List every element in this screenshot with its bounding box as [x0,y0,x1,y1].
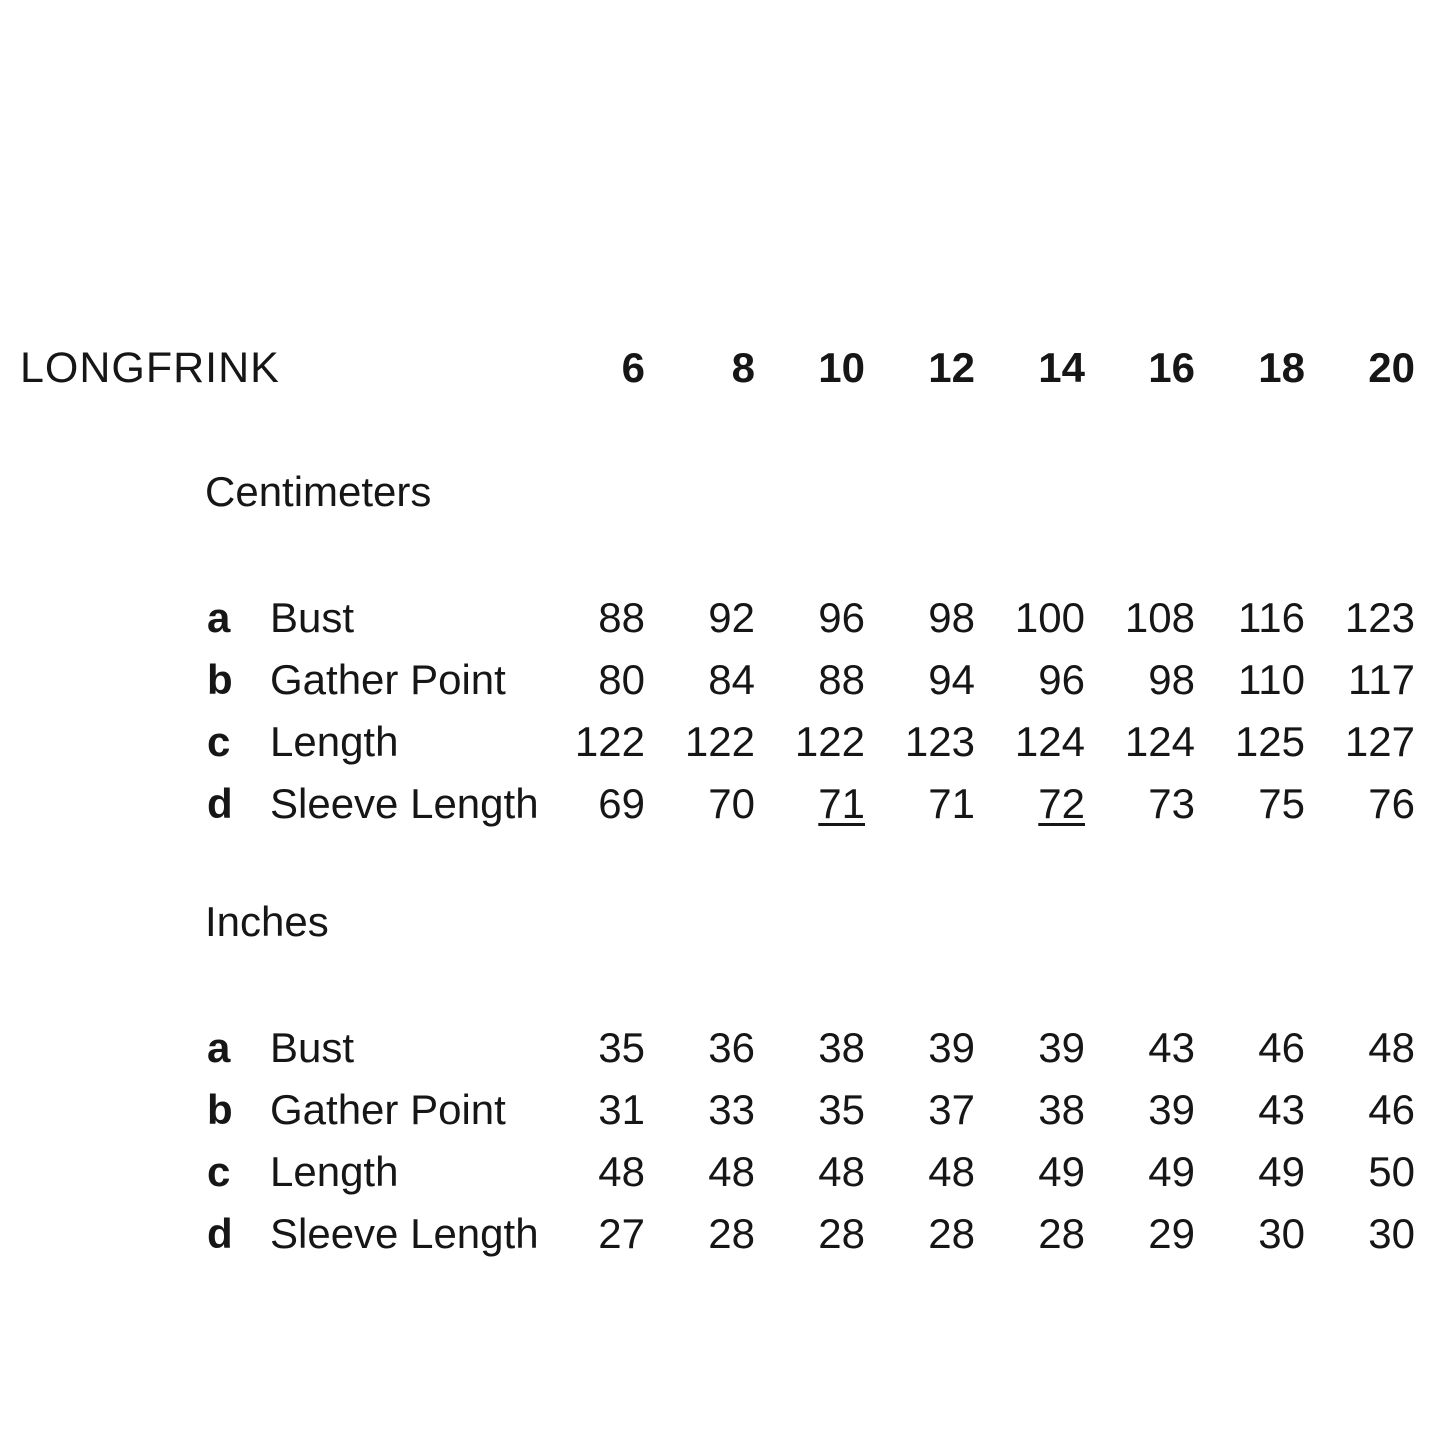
measurement-value: 122 [574,718,645,765]
measurement-value: 127 [1344,718,1415,765]
measurement-value: 88 [818,656,865,703]
measurement-value: 69 [598,780,645,827]
measurement-value: 49 [1258,1148,1305,1195]
size-header: 16 [1148,344,1195,391]
measurement-value: 71 [818,780,865,827]
measurement-value: 124 [1014,718,1085,765]
product-title: LONGFRINK [20,343,280,392]
measurement-value: 122 [794,718,865,765]
measurement-value: 38 [1038,1086,1085,1133]
size-header: 8 [731,344,755,391]
measurement-value: 48 [818,1148,865,1195]
measurement-value: 94 [928,656,975,703]
measurement-value: 50 [1368,1148,1415,1195]
measurement-value: 48 [928,1148,975,1195]
table-row [0,1203,1445,1265]
row-label: Gather Point [270,656,506,703]
measurement-value: 72 [1038,780,1085,827]
row-label: Bust [270,594,355,641]
row-label: Bust [270,1024,355,1071]
measurement-value: 125 [1234,718,1305,765]
measurement-value: 110 [1238,656,1305,703]
measurement-value: 29 [1148,1210,1195,1257]
measurement-value: 33 [708,1086,755,1133]
measurement-value: 76 [1368,780,1415,827]
table-row [0,1017,1445,1079]
row-letter: d [207,780,233,827]
row-letter: b [207,656,233,703]
measurement-value: 48 [1368,1024,1415,1071]
measurement-value: 96 [818,594,865,641]
measurement-value: 84 [708,656,755,703]
measurement-value: 46 [1368,1086,1415,1133]
table-body [0,399,1445,1265]
table-row [0,1141,1445,1203]
table-row [0,711,1445,773]
measurement-value: 117 [1348,656,1415,703]
measurement-value: 30 [1258,1210,1305,1257]
measurement-value: 108 [1124,594,1195,641]
measurement-value: 71 [928,780,975,827]
measurement-value: 43 [1148,1024,1195,1071]
measurement-value: 80 [598,656,645,703]
measurement-value: 28 [1038,1210,1085,1257]
spacer [0,0,1445,337]
measurement-value: 37 [928,1086,975,1133]
measurement-value: 39 [928,1024,975,1071]
measurement-value: 35 [598,1024,645,1071]
spacer [0,399,1445,461]
size-header: 10 [818,344,865,391]
row-label: Sleeve Length [270,780,539,827]
measurement-value: 28 [818,1210,865,1257]
measurement-value: 123 [1344,594,1415,641]
spacer [0,835,1445,891]
section-label: Centimeters [205,468,432,515]
measurement-value: 38 [818,1024,865,1071]
measurement-value: 39 [1148,1086,1195,1133]
measurement-value: 92 [708,594,755,641]
row-label: Length [270,718,399,765]
size-header: 14 [1038,344,1085,391]
measurement-value: 28 [928,1210,975,1257]
row-letter: d [207,1210,233,1257]
table-row [0,1079,1445,1141]
spacer [0,953,1445,1017]
spacer [0,523,1445,587]
table-row [0,649,1445,711]
row-label: Sleeve Length [270,1210,539,1257]
section-label-row [0,891,1445,953]
row-label: Gather Point [270,1086,506,1133]
measurement-value: 70 [708,780,755,827]
row-label: Length [270,1148,399,1195]
measurement-value: 27 [598,1210,645,1257]
measurement-value: 28 [708,1210,755,1257]
row-letter: c [207,1148,231,1195]
section-label: Inches [205,898,329,945]
size-header: 6 [621,344,645,391]
header-row [0,337,1445,399]
row-letter: c [207,718,231,765]
measurement-value: 48 [598,1148,645,1195]
measurement-value: 36 [708,1024,755,1071]
size-header: 20 [1368,344,1415,391]
measurement-value: 122 [684,718,755,765]
measurement-value: 123 [904,718,975,765]
measurement-value: 49 [1148,1148,1195,1195]
size-header: 12 [928,344,975,391]
measurement-value: 75 [1258,780,1305,827]
measurement-value: 124 [1124,718,1195,765]
measurement-value: 116 [1238,594,1305,641]
measurement-value: 96 [1038,656,1085,703]
measurement-value: 48 [708,1148,755,1195]
table-row [0,773,1445,835]
measurement-value: 31 [598,1086,645,1133]
measurement-value: 73 [1148,780,1195,827]
measurement-value: 30 [1368,1210,1415,1257]
measurement-value: 35 [818,1086,865,1133]
row-letter: a [207,1024,231,1071]
table-row [0,587,1445,649]
measurement-value: 46 [1258,1024,1305,1071]
measurement-value: 98 [1148,656,1195,703]
row-letter: a [207,594,231,641]
measurement-value: 49 [1038,1148,1085,1195]
row-letter: b [207,1086,233,1133]
measurement-value: 98 [928,594,975,641]
measurement-value: 43 [1258,1086,1305,1133]
measurement-value: 39 [1038,1024,1085,1071]
size-header: 18 [1258,344,1305,391]
measurement-value: 100 [1014,594,1085,641]
section-label-row [0,461,1445,523]
measurement-value: 88 [598,594,645,641]
